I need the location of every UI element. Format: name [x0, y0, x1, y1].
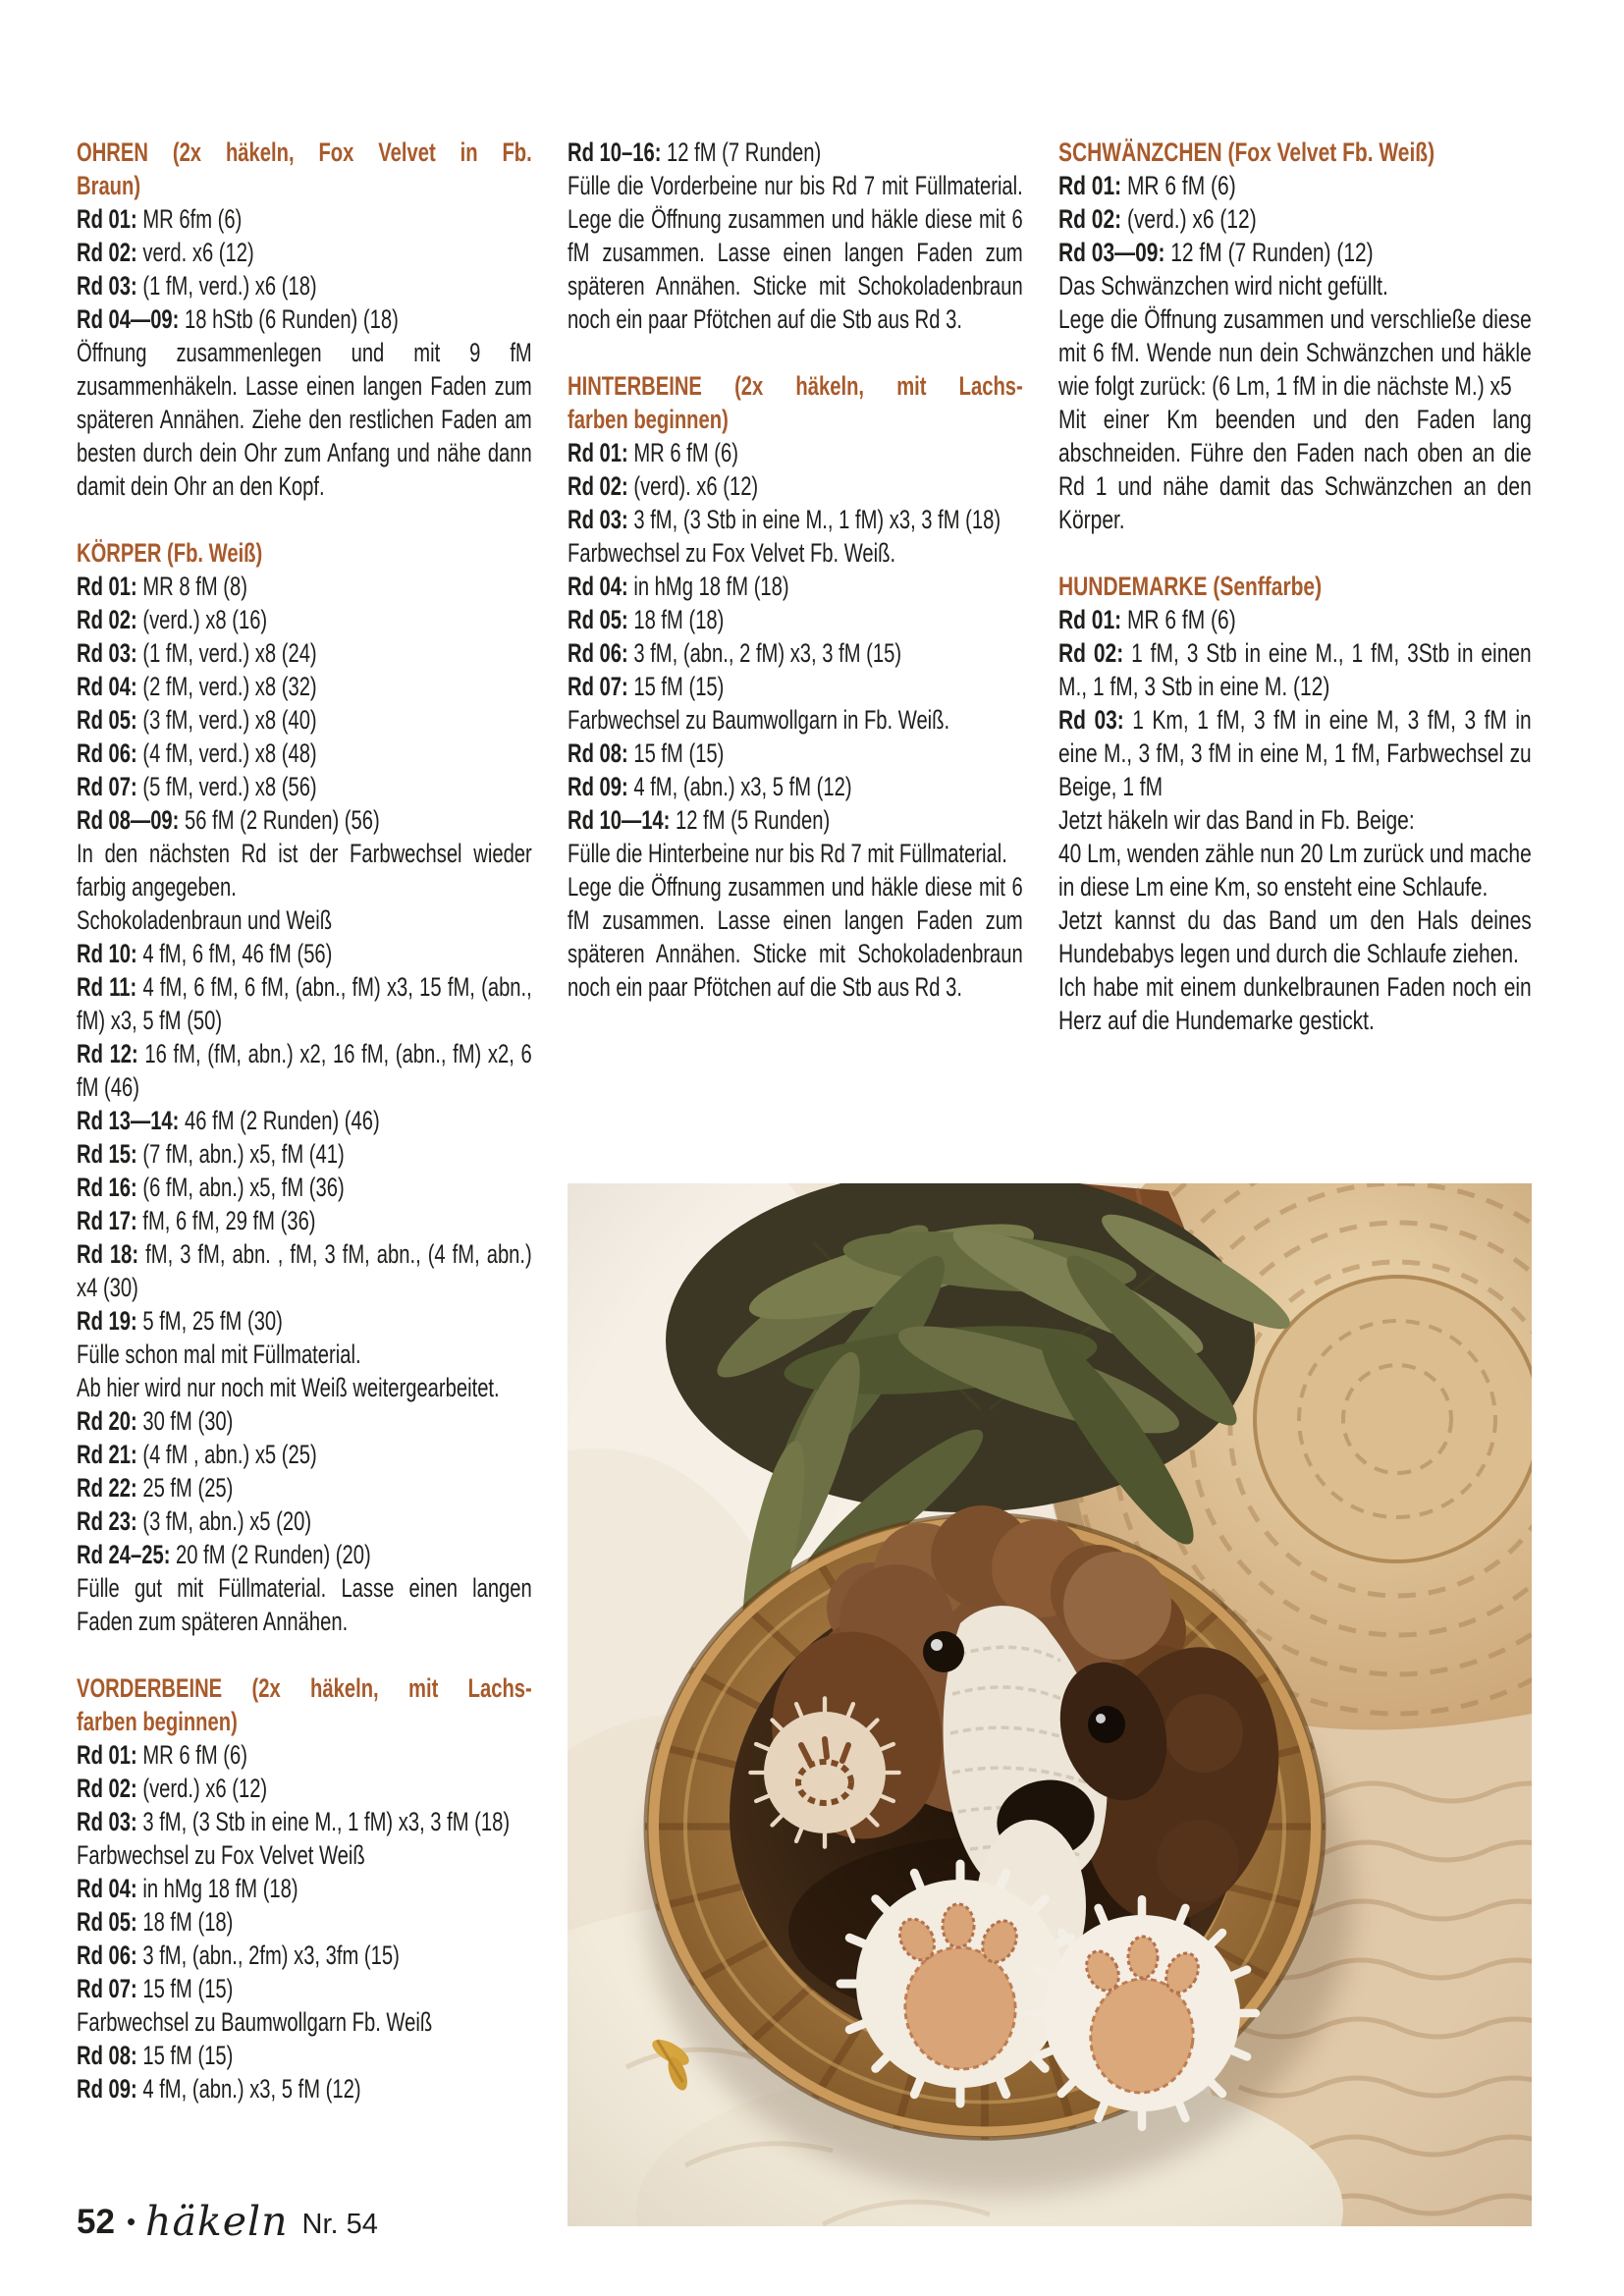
pattern-section	[568, 136, 1023, 336]
round-label: Rd 07:	[77, 1974, 137, 2003]
round-label: Rd 09:	[568, 772, 628, 801]
pattern-note: Ich habe mit einem dunkelbraunen Faden noch ein Herz auf die Hundemarke gestickt.	[1058, 972, 1532, 1035]
round-instruction: Rd 01: MR 6 fM (6)	[77, 1740, 247, 1770]
round-label: Rd 16:	[77, 1173, 137, 1202]
round-label: Rd 06:	[77, 1941, 137, 1970]
round-instruction: Rd 01: MR 6 fM (6)	[1058, 171, 1236, 200]
pattern-note: Fülle gut mit Füllmaterial. Lasse einen langen Faden zum späteren Annähen.	[77, 1573, 532, 1636]
round-label: Rd 09:	[77, 2074, 137, 2104]
pattern-note: Mit einer Km beenden und den Faden lang abschneiden. Führe den Faden nach oben an die Rd 1 und nähe damit das Schwänzchen an den Körper.	[1058, 405, 1532, 534]
round-label: Rd 18:	[77, 1239, 139, 1269]
round-instruction: Rd 03: (1 fM, verd.) x8 (24)	[77, 638, 317, 668]
round-label: Rd 24–25:	[77, 1540, 171, 1569]
round-label: Rd 10:	[77, 939, 137, 968]
round-instruction: Rd 24–25: 20 fM (2 Runden) (20)	[77, 1540, 371, 1569]
column-content	[1058, 136, 1532, 1037]
round-instruction: Rd 08: 15 fM (15)	[568, 738, 725, 768]
round-instruction: Rd 06: 3 fM, (abn., 2fm) x3, 3fm (15)	[77, 1941, 400, 1970]
round-label: Rd 12:	[77, 1039, 138, 1068]
pattern-section	[77, 1671, 532, 2105]
round-instruction: Rd 10: 4 fM, 6 fM, 46 fM (56)	[77, 939, 333, 968]
round-instruction: Rd 07: 15 fM (15)	[77, 1974, 234, 2003]
pattern-note: Jetzt häkeln wir das Band in Fb. Beige:	[1058, 805, 1415, 835]
round-label: Rd 07:	[77, 772, 137, 801]
section-heading: HUNDEMARKE (Senffarbe)	[1058, 572, 1323, 601]
pattern-section	[568, 369, 1023, 1004]
round-label: Rd 02:	[1058, 638, 1124, 668]
round-label: Rd 19:	[77, 1306, 137, 1336]
round-label: Rd 13—14:	[77, 1106, 180, 1135]
round-label: Rd 22:	[77, 1473, 137, 1503]
round-label: Rd 05:	[77, 705, 137, 735]
round-label: Rd 04:	[77, 672, 137, 701]
round-label: Rd 01:	[1058, 171, 1122, 200]
round-instruction: Rd 03: (1 fM, verd.) x6 (18)	[77, 271, 317, 301]
pattern-section	[1058, 570, 1532, 1037]
round-instruction: Rd 10—14: 12 fM (5 Runden)	[568, 805, 831, 835]
round-instruction: Rd 01: MR 6 fM (6)	[568, 438, 738, 467]
round-instruction: Rd 02: (verd.) x8 (16)	[77, 605, 268, 634]
column-content	[568, 136, 1023, 1004]
round-label: Rd 02:	[568, 471, 628, 501]
round-instruction: Rd 08: 15 fM (15)	[77, 2041, 234, 2070]
round-label: Rd 05:	[77, 1907, 137, 1937]
round-instruction: Rd 06: 3 fM, (abn., 2 fM) x3, 3 fM (15)	[568, 638, 902, 668]
round-label: Rd 01:	[1058, 605, 1122, 634]
pattern-note: Fülle die Hinterbeine nur bis Rd 7 mit Füllmaterial.	[568, 839, 1007, 868]
round-label: Rd 06:	[77, 738, 137, 768]
pattern-note: Lege die Öffnung zusammen und häkle diese mit 6 fM zusammen. Lasse einen langen Faden zum späteren Annähen. Sticke mit Schokoladenbraun noch ein paar Pfötchen auf die Stb aus Rd 3.	[568, 872, 1023, 1002]
round-label: Rd 10–16:	[568, 137, 662, 167]
pattern-note: Schokoladenbraun und Weiß	[77, 905, 333, 935]
round-label: Rd 03:	[568, 505, 628, 534]
section-heading: HINTERBEINE (2x häkeln, mit Lachs- farben beginnen)	[568, 371, 1023, 434]
round-label: Rd 02:	[77, 238, 137, 267]
round-instruction: Rd 13—14: 46 fM (2 Runden) (46)	[77, 1106, 380, 1135]
round-instruction: Rd 17: fM, 6 fM, 29 fM (36)	[77, 1206, 316, 1235]
round-instruction: Rd 02: (verd.) x6 (12)	[77, 1774, 268, 1803]
round-instruction: Rd 23: (3 fM, abn.) x5 (20)	[77, 1506, 312, 1536]
text-column-left	[77, 136, 532, 2139]
round-instruction: Rd 04: in hMg 18 fM (18)	[568, 572, 789, 601]
round-label: Rd 21:	[77, 1440, 137, 1469]
section-heading: SCHWÄNZCHEN (Fox Velvet Fb. Weiß)	[1058, 137, 1435, 167]
round-instruction: Rd 09: 4 fM, (abn.) x3, 5 fM (12)	[77, 2074, 361, 2104]
round-instruction: Rd 03: 1 Km, 1 fM, 3 fM in eine M, 3 fM, 3 fM in eine M., 3 fM, 3 fM in eine M, 1 fM, Farbwechsel zu Beige, 1 fM	[1058, 705, 1532, 801]
pattern-section	[1058, 136, 1532, 536]
round-label: Rd 05:	[568, 605, 628, 634]
round-label: Rd 07:	[568, 672, 628, 701]
round-instruction: Rd 15: (7 fM, abn.) x5, fM (41)	[77, 1139, 345, 1169]
round-instruction: Rd 05: 18 fM (18)	[77, 1907, 234, 1937]
round-label: Rd 01:	[77, 1740, 137, 1770]
round-label: Rd 23:	[77, 1506, 137, 1536]
round-label: Rd 03:	[77, 271, 137, 301]
round-instruction: Rd 02: 1 fM, 3 Stb in eine M., 1 fM, 3Stb in einen M., 1 fM, 3 Stb in eine M. (12)	[1058, 638, 1532, 701]
round-label: Rd 03—09:	[1058, 238, 1165, 267]
round-instruction: Rd 11: 4 fM, 6 fM, 6 fM, (abn., fM) x3, 15 fM, (abn., fM) x3, 5 fM (50)	[77, 972, 532, 1035]
round-instruction: Rd 04: in hMg 18 fM (18)	[77, 1874, 298, 1903]
round-instruction: Rd 05: (3 fM, verd.) x8 (40)	[77, 705, 317, 735]
round-label: Rd 04:	[568, 572, 628, 601]
round-instruction: Rd 01: MR 8 fM (8)	[77, 572, 247, 601]
pattern-note: Jetzt kannst du das Band um den Hals deines Hundebabys legen und durch die Schlaufe ziehen.	[1058, 905, 1532, 968]
round-instruction: Rd 07: (5 fM, verd.) x8 (56)	[77, 772, 317, 801]
round-instruction: Rd 03: 3 fM, (3 Stb in eine M., 1 fM) x3, 3 fM (18)	[568, 505, 1001, 534]
round-label: Rd 01:	[568, 438, 628, 467]
round-instruction: Rd 12: 16 fM, (fM, abn.) x2, 16 fM, (abn., fM) x2, 6 fM (46)	[77, 1039, 532, 1102]
pattern-note: Farbwechsel zu Fox Velvet Weiß	[77, 1840, 365, 1870]
pattern-note: Farbwechsel zu Baumwollgarn Fb. Weiß	[77, 2007, 433, 2037]
round-instruction: Rd 08—09: 56 fM (2 Runden) (56)	[77, 805, 380, 835]
round-label: Rd 02:	[77, 605, 137, 634]
round-instruction: Rd 02: (verd.) x6 (12)	[1058, 204, 1257, 234]
section-heading: OHREN (2x häkeln, Fox Velvet in Fb. Braun)	[77, 137, 532, 200]
round-instruction: Rd 03—09: 12 fM (7 Runden) (12)	[1058, 238, 1374, 267]
section-heading: KÖRPER (Fb. Weiß)	[77, 538, 263, 568]
round-instruction: Rd 03: 3 fM, (3 Stb in eine M., 1 fM) x3, 3 fM (18)	[77, 1807, 511, 1836]
round-label: Rd 01:	[77, 204, 137, 234]
pattern-note: Lege die Öffnung zusammen und verschließe diese mit 6 fM. Wende nun dein Schwänzchen und häkle wie folgt zurück: (6 Lm, 1 fM in die nächste M.) x5	[1058, 304, 1532, 401]
pattern-note: In den nächsten Rd ist der Farbwechsel wieder farbig angegeben.	[77, 839, 532, 902]
round-label: Rd 03:	[77, 638, 137, 668]
round-label: Rd 04—09:	[77, 304, 180, 334]
pattern-note: Farbwechsel zu Fox Velvet Fb. Weiß.	[568, 538, 896, 568]
footer-separator-dot: •	[126, 2207, 136, 2236]
round-instruction: Rd 16: (6 fM, abn.) x5, fM (36)	[77, 1173, 345, 1202]
round-instruction: Rd 02: (verd). x6 (12)	[568, 471, 759, 501]
round-instruction: Rd 10–16: 12 fM (7 Runden)	[568, 137, 822, 167]
round-instruction: Rd 22: 25 fM (25)	[77, 1473, 234, 1503]
round-instruction: Rd 20: 30 fM (30)	[77, 1406, 234, 1436]
text-column-middle	[568, 136, 1023, 1037]
round-label: Rd 15:	[77, 1139, 137, 1169]
round-instruction: Rd 05: 18 fM (18)	[568, 605, 725, 634]
round-label: Rd 17:	[77, 1206, 137, 1235]
round-instruction: Rd 18: fM, 3 fM, abn. , fM, 3 fM, abn., (4 fM, abn.) x4 (30)	[77, 1239, 532, 1302]
round-label: Rd 06:	[568, 638, 628, 668]
pattern-note: Ab hier wird nur noch mit Weiß weitergearbeitet.	[77, 1373, 500, 1402]
round-label: Rd 03:	[77, 1807, 137, 1836]
page-number: 52	[77, 2203, 115, 2241]
magazine-name: häkeln	[145, 2198, 289, 2245]
round-instruction: Rd 07: 15 fM (15)	[568, 672, 725, 701]
round-instruction: Rd 21: (4 fM , abn.) x5 (25)	[77, 1440, 317, 1469]
page-footer	[77, 2198, 378, 2245]
pattern-note: Fülle die Vorderbeine nur bis Rd 7 mit Füllmaterial. Lege die Öffnung zusammen und häkle diese mit 6 fM zusammen. Lasse einen langen Faden zum späteren Annähen. Sticke mit Schokoladenbraun noch ein paar Pfötchen auf die Stb aus Rd 3.	[568, 171, 1023, 334]
round-instruction: Rd 02: verd. x6 (12)	[77, 238, 254, 267]
round-label: Rd 02:	[77, 1774, 137, 1803]
round-label: Rd 08:	[77, 2041, 137, 2070]
issue-number: Nr. 54	[301, 2209, 378, 2240]
round-label: Rd 08:	[568, 738, 628, 768]
round-label: Rd 20:	[77, 1406, 137, 1436]
photo-crocheted-puppy-in-basket	[568, 1183, 1532, 2226]
pattern-note: Das Schwänzchen wird nicht gefüllt.	[1058, 271, 1388, 301]
round-label: Rd 10—14:	[568, 805, 671, 835]
section-heading: VORDERBEINE (2x häkeln, mit Lachs- farben beginnen)	[77, 1673, 532, 1736]
round-instruction: Rd 04—09: 18 hStb (6 Runden) (18)	[77, 304, 399, 334]
photo-vignette	[568, 1183, 1532, 2226]
pattern-section	[77, 136, 532, 503]
round-instruction: Rd 19: 5 fM, 25 fM (30)	[77, 1306, 283, 1336]
round-instruction: Rd 01: MR 6 fM (6)	[1058, 605, 1236, 634]
column-content	[77, 136, 532, 2105]
round-label: Rd 03:	[1058, 705, 1124, 735]
round-label: Rd 02:	[1058, 204, 1122, 234]
round-instruction: Rd 09: 4 fM, (abn.) x3, 5 fM (12)	[568, 772, 852, 801]
pattern-note: 40 Lm, wenden zähle nun 20 Lm zurück und mache in diese Lm eine Km, so ensteht eine Schlaufe.	[1058, 839, 1532, 902]
pattern-note: Farbwechsel zu Baumwollgarn in Fb. Weiß.	[568, 705, 950, 735]
round-instruction: Rd 04: (2 fM, verd.) x8 (32)	[77, 672, 317, 701]
round-label: Rd 08—09:	[77, 805, 180, 835]
text-column-right	[1058, 136, 1532, 1070]
pattern-note: Fülle schon mal mit Füllmaterial.	[77, 1339, 361, 1369]
round-instruction: Rd 01: MR 6fm (6)	[77, 204, 243, 234]
pattern-section	[77, 536, 532, 1638]
pattern-note: Öffnung zusammenlegen und mit 9 fM zusammenhäkeln. Lasse einen langen Faden zum späteren Annähen. Ziehe den restlichen Faden am besten durch dein Ohr zum Anfang und nähe dann damit dein Ohr an den Kopf.	[77, 338, 532, 501]
round-label: Rd 04:	[77, 1874, 137, 1903]
round-label: Rd 01:	[77, 572, 137, 601]
round-label: Rd 11:	[77, 972, 137, 1002]
round-instruction: Rd 06: (4 fM, verd.) x8 (48)	[77, 738, 317, 768]
